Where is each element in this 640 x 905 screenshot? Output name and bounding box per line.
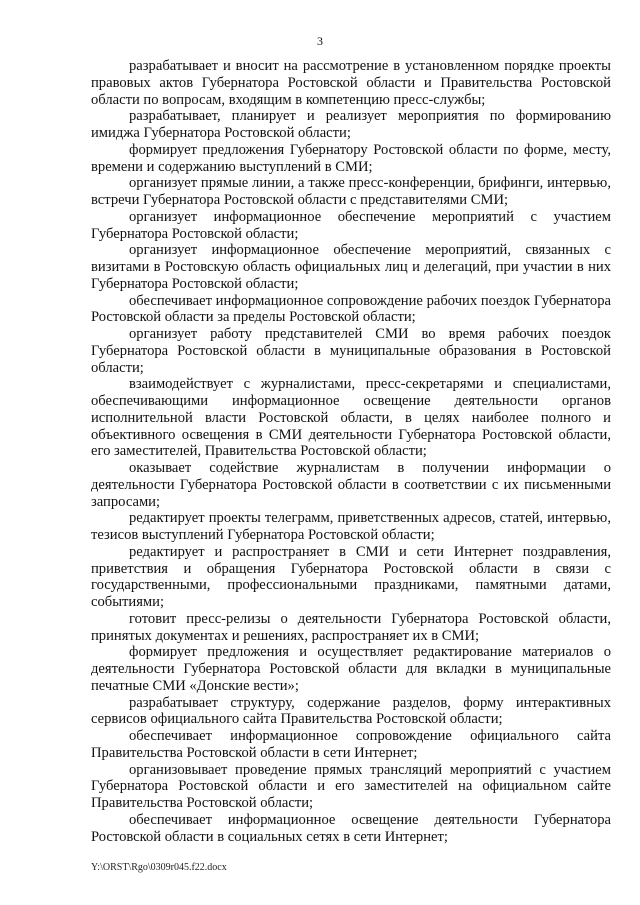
paragraph: взаимодействует с журналистами, пресс-секретарями и специалистами, обеспечивающими информационное освещение деятельности органов исполнительной власти Ростовской области, в целях наиболее полного и объективного освещения в СМИ деятельности Губернатора Ростовской области, его заместителей, Правительства Ростовской области; bbox=[91, 376, 611, 460]
paragraph: разрабатывает структуру, содержание разделов, форму интерактивных сервисов официального сайта Правительства Ростовской области; bbox=[91, 694, 611, 728]
paragraph: организует прямые линии, а также пресс-конференции, брифинги, интервью, встречи Губернатора Ростовской области с представителями СМИ; bbox=[91, 175, 611, 208]
paragraph: разрабатывает и вносит на рассмотрение в установленном порядке проекты правовых актов Губернатора Ростовской области и Правительства Ростовской области по вопросам, входящим в компетенцию пресс-службы; bbox=[91, 58, 611, 108]
paragraph: обеспечивает информационное сопровождение рабочих поездок Губернатора Ростовской области за пределы Ростовской области; bbox=[91, 292, 611, 326]
paragraph: обеспечивает информационное освещение деятельности Губернатора Ростовской области в социальных сетях в сети Интернет; bbox=[91, 811, 611, 845]
paragraph: оказывает содействие журналистам в получении информации о деятельности Губернатора Ростовской области в соответствии с их письменными запросами; bbox=[91, 460, 611, 510]
paragraph: организовывает проведение прямых трансляций мероприятий с участием Губернатора Ростовской области и его заместителей на официальном сайте Правительства Ростовской области; bbox=[91, 761, 611, 811]
paragraph: редактирует проекты телеграмм, приветственных адресов, статей, интервью, тезисов выступлений Губернатора Ростовской области; bbox=[91, 510, 611, 543]
paragraph: обеспечивает информационное сопровождение официального сайта Правительства Ростовской области в сети Интернет; bbox=[91, 728, 611, 761]
paragraph: формирует предложения и осуществляет редактирование материалов о деятельности Губернатора Ростовской области для вкладки в муниципальные печатные СМИ «Донские вести»; bbox=[91, 644, 611, 694]
paragraph: организует работу представителей СМИ во время рабочих поездок Губернатора Ростовской области в муниципальные образования в Ростовской области; bbox=[91, 326, 611, 376]
paragraph: готовит пресс-релизы о деятельности Губернатора Ростовской области, принятых документах и решениях, распространяет их в СМИ; bbox=[91, 610, 611, 644]
paragraph: формирует предложения Губернатору Ростовской области по форме, месту, времени и содержанию выступлений в СМИ; bbox=[91, 141, 611, 175]
page-number: 3 bbox=[317, 34, 323, 48]
paragraph: организует информационное обеспечение мероприятий, связанных с визитами в Ростовскую область официальных лиц и делегаций, при участии в них Губернатора Ростовской области; bbox=[91, 242, 611, 292]
document-body bbox=[91, 58, 611, 845]
paragraph: разрабатывает, планирует и реализует мероприятия по формированию имиджа Губернатора Ростовской области; bbox=[91, 108, 611, 141]
paragraph: организует информационное обеспечение мероприятий с участием Губернатора Ростовской области; bbox=[91, 208, 611, 242]
file-path-footer: Y:\ORST\Rgo\0309r045.f22.docx bbox=[91, 862, 227, 873]
paragraph: редактирует и распространяет в СМИ и сети Интернет поздравления, приветствия и обращения Губернатора Ростовской области в связи с государственными, профессиональными праздниками, памятными датами, событиями; bbox=[91, 543, 611, 610]
